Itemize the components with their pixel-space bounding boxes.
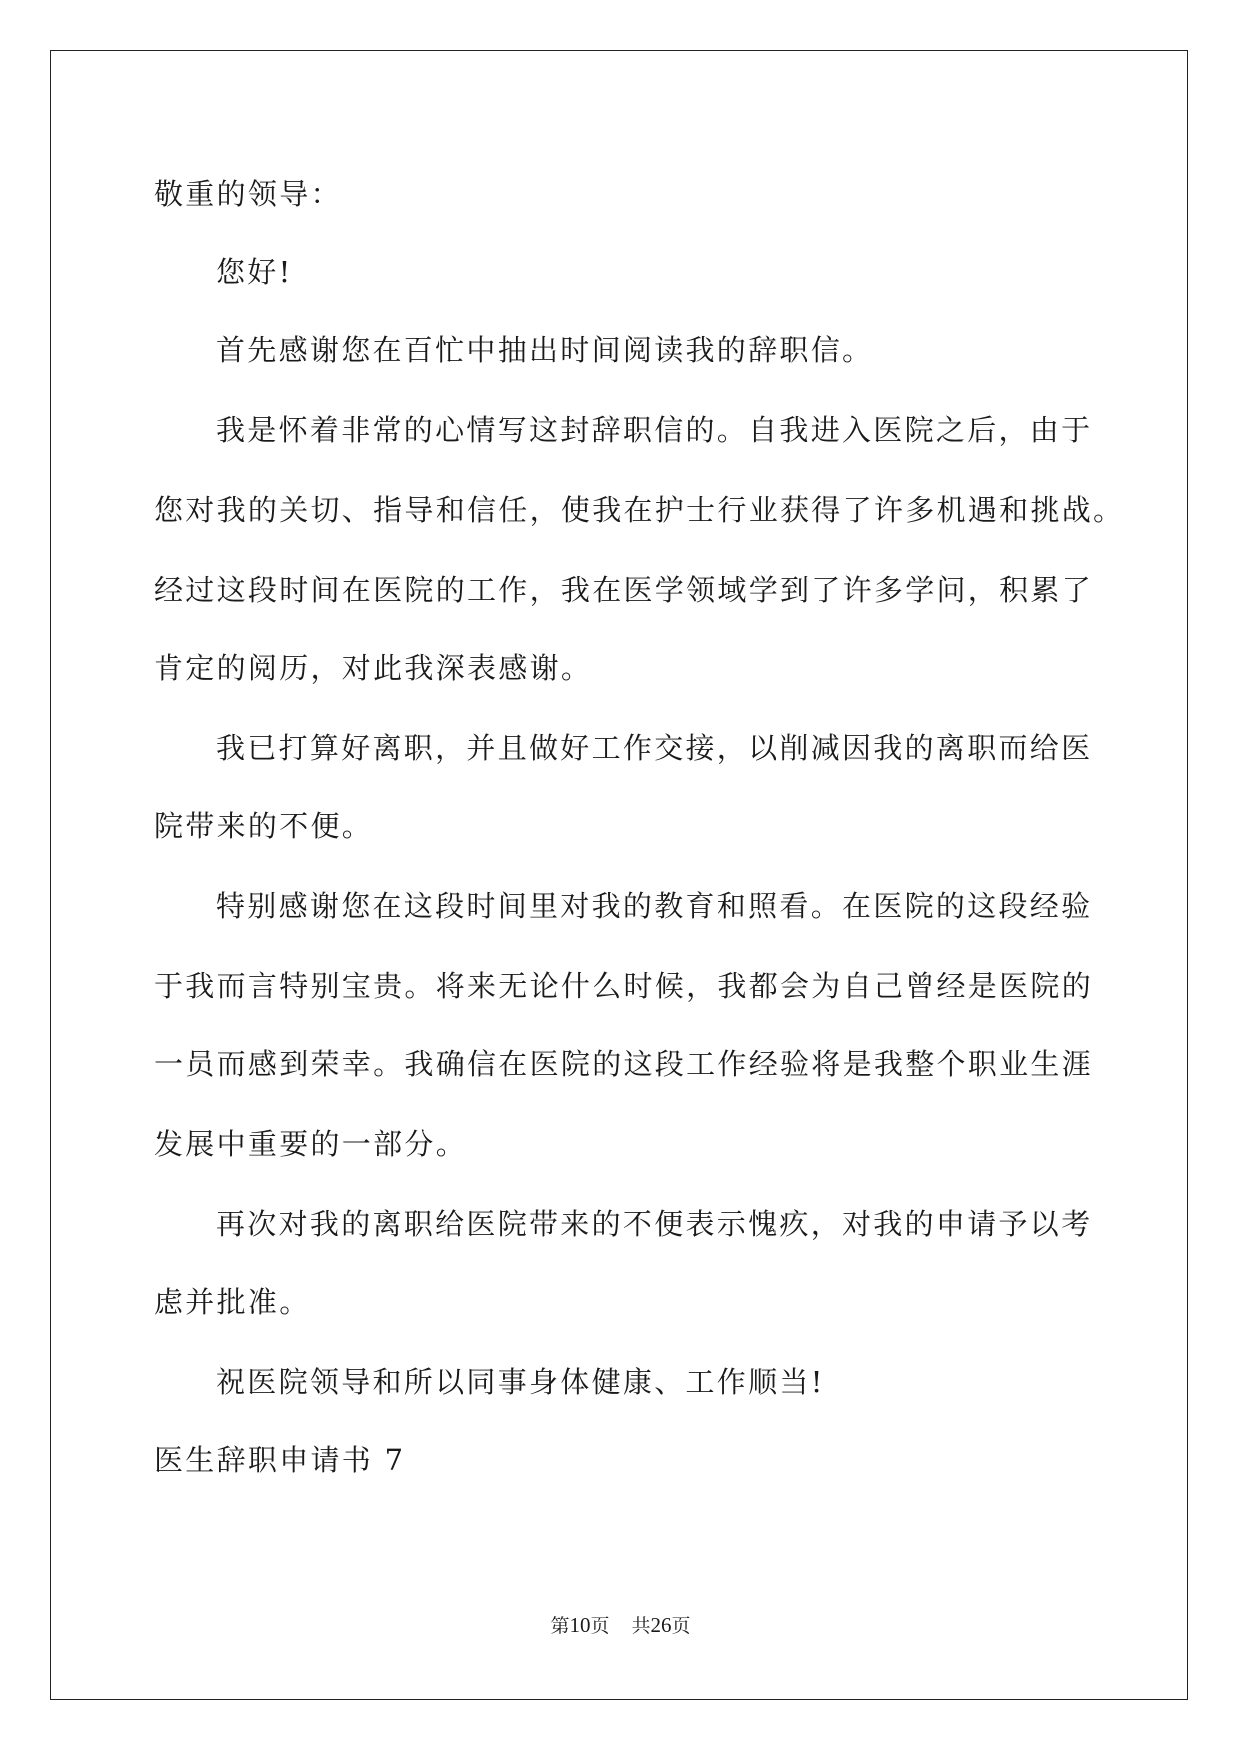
footer-page-unit: 页 <box>590 1616 610 1637</box>
paragraph-line: 肯定的阅历，对此我深表感谢。 <box>154 651 593 685</box>
page-footer <box>0 1612 1241 1640</box>
paragraph-line: 我是怀着非常的心情写这封辞职信的。自我进入医院之后，由于 <box>216 413 1093 447</box>
closing-wish: 祝医院领导和所以同事身体健康、工作顺当! <box>216 1365 825 1399</box>
paragraph-line: 发展中重要的一部分。 <box>154 1127 468 1161</box>
paragraph-line: 经过这段时间在医院的工作，我在医学领域学到了许多学问，积累了 <box>154 573 1094 607</box>
paragraph-line: 于我而言特别宝贵。将来无论什么时候，我都会为自己曾经是医院的 <box>154 969 1094 1003</box>
footer-prefix: 第 <box>550 1616 570 1637</box>
salutation: 敬重的领导： <box>154 177 342 211</box>
footer-total-prefix: 共 <box>631 1616 651 1637</box>
paragraph-line: 特别感谢您在这段时间里对我的教育和照看。在医院的这段经验 <box>216 889 1093 923</box>
paragraph-line: 您对我的关切、指导和信任，使我在护士行业获得了许多机遇和挑战。 <box>154 493 1125 527</box>
current-page-number: 10 <box>569 1613 591 1637</box>
section-heading: 医生辞职申请书 7 <box>154 1443 406 1477</box>
footer-total-unit: 页 <box>671 1616 691 1637</box>
total-pages-number: 26 <box>650 1613 672 1637</box>
greeting: 您好! <box>216 255 293 289</box>
paragraph-line: 再次对我的离职给医院带来的不便表示愧疚，对我的申请予以考 <box>216 1207 1093 1241</box>
paragraph-line: 一员而感到荣幸。我确信在医院的这段工作经验将是我整个职业生涯 <box>154 1047 1094 1081</box>
paragraph-line: 虑并批准。 <box>154 1285 311 1319</box>
paragraph-line: 首先感谢您在百忙中抽出时间阅读我的辞职信。 <box>216 333 874 367</box>
paragraph-line: 我已打算好离职，并且做好工作交接，以削减因我的离职而给医 <box>216 731 1093 765</box>
paragraph-line: 院带来的不便。 <box>154 809 374 843</box>
